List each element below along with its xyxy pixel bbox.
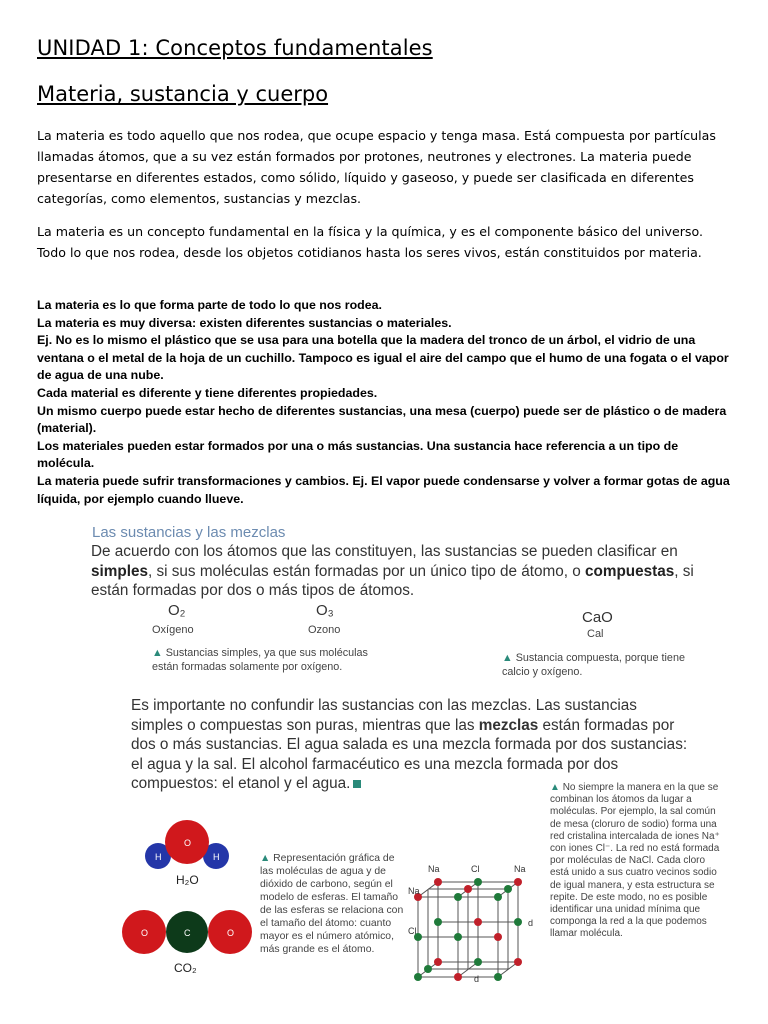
co2-model-icon: [122, 910, 252, 954]
list-item: Ej. No es lo mismo el plástico que se usa para una botella que la madera del tronco de un árbol, el vidrio de una ventana o el metal de la hoja de un cuchillo. Tampoco es igual el aire del campo que el humo de una fogata o el vapor de agua de una nube.: [37, 333, 729, 383]
scan-intro-text: De acuerdo con los átomos que las constituyen, las sustancias se pueden clasificar en simples, si sus moléculas están formadas por un único tipo de átomo, o compuestas, si están formadas por dos o más tipos de átomos.: [91, 543, 694, 599]
paragraph-materia-concepto: La materia es un concepto fundamental en la física y la química, y es el componente básico del universo. Todo lo que nos rodea, desde los objetos cotidianos hasta los seres vivos, están constituidos por materia.: [37, 224, 703, 260]
nacl-lattice-diagram: [408, 842, 548, 982]
co2-label: CO₂: [174, 961, 197, 975]
lattice-label-cl: Cl: [471, 864, 480, 874]
scan-title: Las sustancias y las mezclas: [92, 524, 286, 541]
lattice-label-d: d: [528, 918, 534, 928]
h2o-model-icon: [145, 820, 229, 869]
triangle-icon: ▲: [502, 652, 516, 664]
formula-cao: CaO: [582, 609, 613, 626]
formula-o3: O₃: [316, 602, 334, 619]
paragraph-materia-definicion: La materia es todo aquello que nos rodea, que ocupe espacio y tenga masa. Está compuesta por partículas llamadas átomos, que a su vez están formados por protones, neutrones y electrones. La materia puede presentarse en diferentes estados, como sólido, líquido y gaseoso, y puede ser clasificada en diferentes categorías, como elementos, sustancias y mezclas.: [37, 128, 716, 206]
formula-name-oxigeno: Oxígeno: [152, 624, 194, 636]
list-item: Los materiales pueden estar formados por una o más sustancias. Una sustancia hace referencia a un tipo de molécula.: [37, 438, 679, 471]
scan-mezclas-text: Es importante no confundir las sustancias con las mezclas. Las sustancias simples o compuestas son puras, mientras que las mezclas están formadas por dos o más sustancias. El agua salada es una mezcla formada por dos sustancias: el agua y la sal. El alcohol farmacéutico es una mezcla formada por dos compuestos: el etanol y el agua.: [131, 697, 688, 792]
triangle-icon: ▲: [260, 853, 274, 864]
list-item: La materia puede sufrir transformaciones y cambios. Ej. El vapor puede condensarse y volver a formar gotas de agua líquida, por ejemplo cuando llueve.: [37, 473, 730, 506]
triangle-icon: ▲: [152, 647, 166, 659]
model-caption: ▲ Representación gráfica de las moléculas de agua y de dióxido de carbono, según el modelo de esferas. El tamaño de las esferas se relaciona con el tamaño del átomo: cuanto mayor es el número atómico, más grande es el átomo.: [260, 853, 404, 955]
h2o-label: H₂O: [176, 873, 199, 887]
lattice-label-cl: Cl: [408, 926, 417, 936]
svg-text:O: O: [184, 838, 192, 848]
side-note: ▲ No siempre la manera en la que se combinan los átomos da lugar a moléculas. Por ejemplo, la sal común de mesa (cloruro de sodio) forma una red cristalina intercalada de iones Na⁺ con iones Cl⁻. La red no está formada por moléculas de NaCl. Cada cloro está unido a sus cuatro vecinos sodio de igual manera, y esta estructura se repite. De este modo, no es posible identificar una unidad mínima que componga la red a la que podemos llamar molécula.: [550, 782, 720, 940]
lattice-label-na: Na: [408, 886, 420, 896]
lattice-label-na: Na: [514, 864, 526, 874]
textbook-scan: [82, 512, 722, 1024]
list-item: La materia es lo que forma parte de todo lo que nos rodea.: [37, 298, 382, 312]
unit-heading: UNIDAD 1: Conceptos fundamentales: [37, 36, 433, 60]
formula-name-cal: Cal: [587, 628, 604, 640]
triangle-icon: ▲: [550, 782, 563, 793]
caption-simple: ▲ Sustancias simples, ya que sus moléculas están formadas solamente por oxígeno.: [152, 647, 368, 673]
end-mark-icon: [353, 780, 361, 788]
svg-text:H: H: [213, 852, 220, 862]
lattice-label-na: Na: [428, 864, 440, 874]
list-item: Un mismo cuerpo puede estar hecho de diferentes sustancias, una mesa (cuerpo) puede ser de plástico o de madera (material).: [37, 403, 727, 436]
molecule-models: [112, 806, 262, 992]
list-item: Cada material es diferente y tiene diferentes propiedades.: [37, 385, 378, 400]
svg-text:C: C: [184, 928, 191, 938]
svg-text:O: O: [141, 928, 149, 938]
lattice-label-d: d: [474, 974, 480, 982]
svg-text:O: O: [227, 928, 235, 938]
svg-text:H: H: [155, 852, 162, 862]
materia-notes-list: [37, 297, 737, 508]
section-heading: Materia, sustancia y cuerpo: [37, 82, 329, 106]
list-item: La materia es muy diversa: existen diferentes sustancias o materiales.: [37, 315, 452, 330]
formula-name-ozono: Ozono: [308, 624, 341, 636]
caption-compound: ▲ Sustancia compuesta, porque tiene calcio y oxígeno.: [502, 652, 685, 678]
formula-o2: O₂: [168, 602, 186, 619]
